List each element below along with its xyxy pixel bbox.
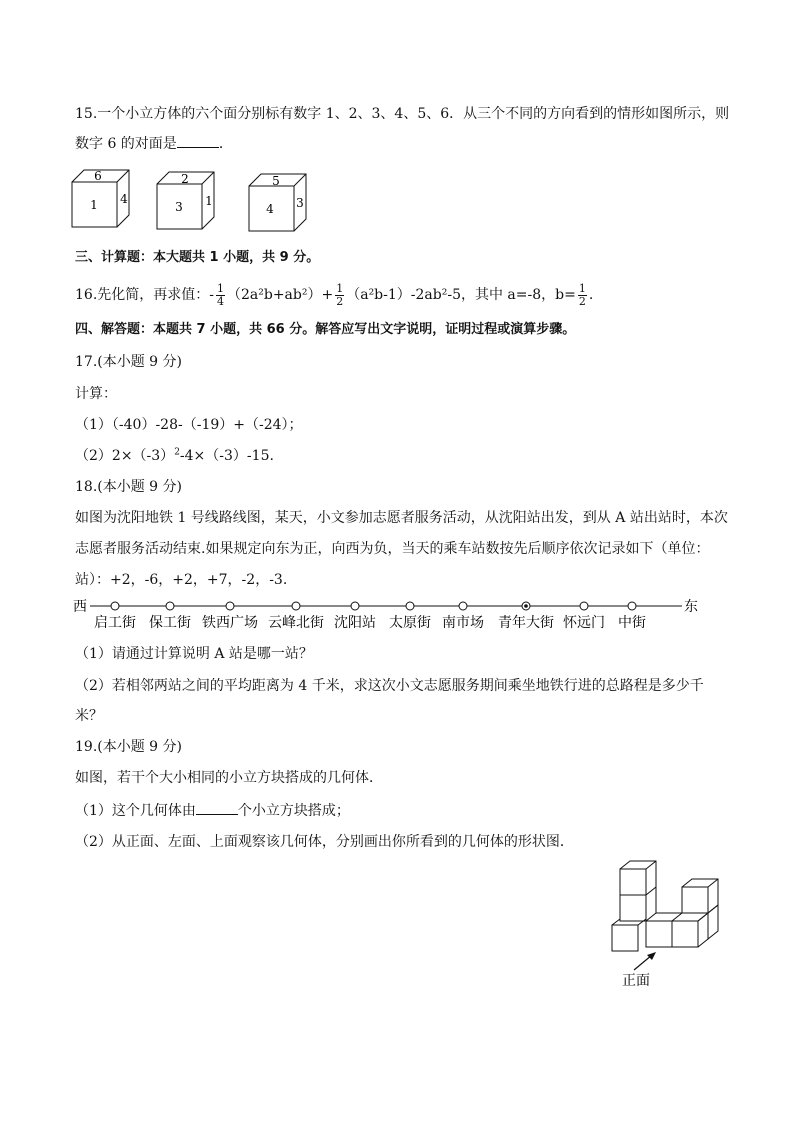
station-label: 启工街 <box>94 615 136 631</box>
metro-line-diagram <box>70 595 700 635</box>
q16-f2-den: 2 <box>336 294 344 308</box>
cube-3-side: 3 <box>296 196 304 210</box>
q18-sub-1: （1）请通过计算说明 A 站是哪一站？ <box>75 646 313 662</box>
station-label: 怀远门 <box>563 615 605 631</box>
section-3-pre: 三、计算题：本大题共 <box>75 250 210 265</box>
q19-intro: 如图，若干个大小相同的小立方块搭成的几何体． <box>75 770 383 786</box>
q16-part2: （a²b-1）-2ab²-5，其中 a=-8，b= <box>346 287 576 303</box>
section-3-post: 分。 <box>288 250 320 265</box>
q19-header: 19.(本小题 9 分) <box>75 739 182 755</box>
q15-line2-text: 数字 6 的对面是 <box>75 136 177 152</box>
section-3-count: 1 <box>209 250 219 265</box>
q16-f3-num: 1 <box>578 281 586 295</box>
q19-sub-2: （2）从正面、左面、上面观察该几何体，分别画出你所看到的几何体的形状图． <box>75 834 574 850</box>
section-4-mid: 小题，共 <box>205 322 267 337</box>
east-label: 东 <box>684 599 698 615</box>
q15-line1: 15.一个小立方体的六个面分别标有数字 1、2、3、4、5、6．从三个不同的方向看到的情形如图所示，则 <box>75 106 730 122</box>
q19-sub-1 <box>75 800 350 821</box>
cube-3-top: 5 <box>272 174 280 188</box>
cube-2-top: 2 <box>181 172 189 186</box>
q18-header: 18.(本小题 9 分) <box>75 479 182 495</box>
q15-line2-end: ． <box>218 136 233 152</box>
section-3-heading <box>75 248 319 268</box>
q16-prefix: 16.先化简，再求值：- <box>75 287 214 303</box>
q16-end: . <box>588 287 594 303</box>
q15-cubes-figure <box>68 165 338 235</box>
q17-item-2-exponent: 2 <box>174 447 180 458</box>
cube-2-side: 1 <box>205 194 213 208</box>
q18-paragraph-1: 如图为沈阳地铁 1 号线路线图，某天，小文参加志愿者服务活动，从沈阳站出发，到从 A 站出站时，本次 <box>75 510 728 526</box>
q16-f1-den: 4 <box>217 294 224 308</box>
west-label: 西 <box>73 599 87 615</box>
section-4-score: 66 <box>266 322 285 337</box>
front-label: 正面 <box>622 973 650 989</box>
station-marker-dot <box>524 604 528 608</box>
station-marker <box>580 602 588 610</box>
station-label: 沈阳站 <box>334 615 376 631</box>
q17-item-1: （1）（-40）-28-（-19）+（-24）； <box>75 417 303 433</box>
q19-answer-blank <box>196 800 238 815</box>
section-3-score: 9 <box>279 250 289 265</box>
station-marker <box>111 602 119 610</box>
section-4-post: 分。解答应写出文字说明，证明过程或演算步骤。 <box>284 322 576 337</box>
cube-3 <box>249 174 306 231</box>
cube-3-front: 4 <box>266 202 274 216</box>
q16-fraction-2 <box>335 283 344 308</box>
station-label: 中街 <box>618 615 646 631</box>
station-label: 南市场 <box>442 615 484 631</box>
cube-2 <box>157 172 214 229</box>
q18-sub-2b: 米？ <box>75 708 103 724</box>
section-4-pre: 四、解答题：本题共 <box>75 322 197 337</box>
station-label: 太原街 <box>389 615 431 631</box>
station-label: 铁西广场 <box>202 615 258 631</box>
q18-paragraph-2: 志愿者服务活动结束.如果规定向东为正，向西为负，当天的乘车站数按先后顺序依次记录如下（单位： <box>75 541 710 557</box>
q19-sub-1-pre: （1）这个几何体由 <box>75 803 196 819</box>
cube-1-front: 1 <box>90 198 98 212</box>
q18-paragraph-3: 站）：+2，-6，+2，+7，-2，-3. <box>75 572 288 588</box>
q16-f2-num: 1 <box>336 281 344 295</box>
station-label: 保工街 <box>149 615 191 631</box>
cube-1-side: 4 <box>120 192 128 206</box>
station-marker <box>226 602 234 610</box>
q17-item-2-post: -4×（-3）-15. <box>179 448 274 464</box>
q16-line <box>75 277 593 313</box>
section-4-heading <box>75 320 575 340</box>
station-marker <box>351 602 359 610</box>
q17-intro: 计算： <box>75 386 117 402</box>
q18-sub-2a: （2）若相邻两站之间的平均距离为 4 千米，求这次小文志愿服务期间乘坐地铁行进的总路程是多少千 <box>75 678 704 694</box>
q16-part1: （2a²b+ab²）+ <box>227 287 334 303</box>
cube-1 <box>72 169 129 227</box>
q16-fraction-1 <box>216 283 225 308</box>
station-marker <box>406 602 414 610</box>
stacked-cubes-figure <box>600 855 730 995</box>
cube-2-front: 3 <box>175 200 183 214</box>
q17-header: 17.(本小题 9 分) <box>75 354 182 370</box>
station-label: 青年大街 <box>498 615 554 631</box>
section-4-count: 7 <box>196 322 206 337</box>
cube-1-top: 6 <box>94 169 102 183</box>
q15-line2 <box>75 133 233 154</box>
section-3-mid: 小题，共 <box>218 250 280 265</box>
q17-item-2 <box>75 446 274 466</box>
q15-answer-blank <box>177 133 219 148</box>
station-marker <box>292 602 300 610</box>
station-marker <box>459 602 467 610</box>
station-marker <box>628 602 636 610</box>
station-marker <box>166 602 174 610</box>
q16-fraction-3 <box>578 283 587 308</box>
station-label: 云峰北街 <box>268 615 324 631</box>
q17-item-2-pre: （2）2×（-3） <box>75 448 175 464</box>
q16-f3-den: 2 <box>578 294 586 308</box>
q16-f1-num: 1 <box>217 281 224 295</box>
q19-sub-1-post: 个小立方块搭成； <box>237 803 350 819</box>
